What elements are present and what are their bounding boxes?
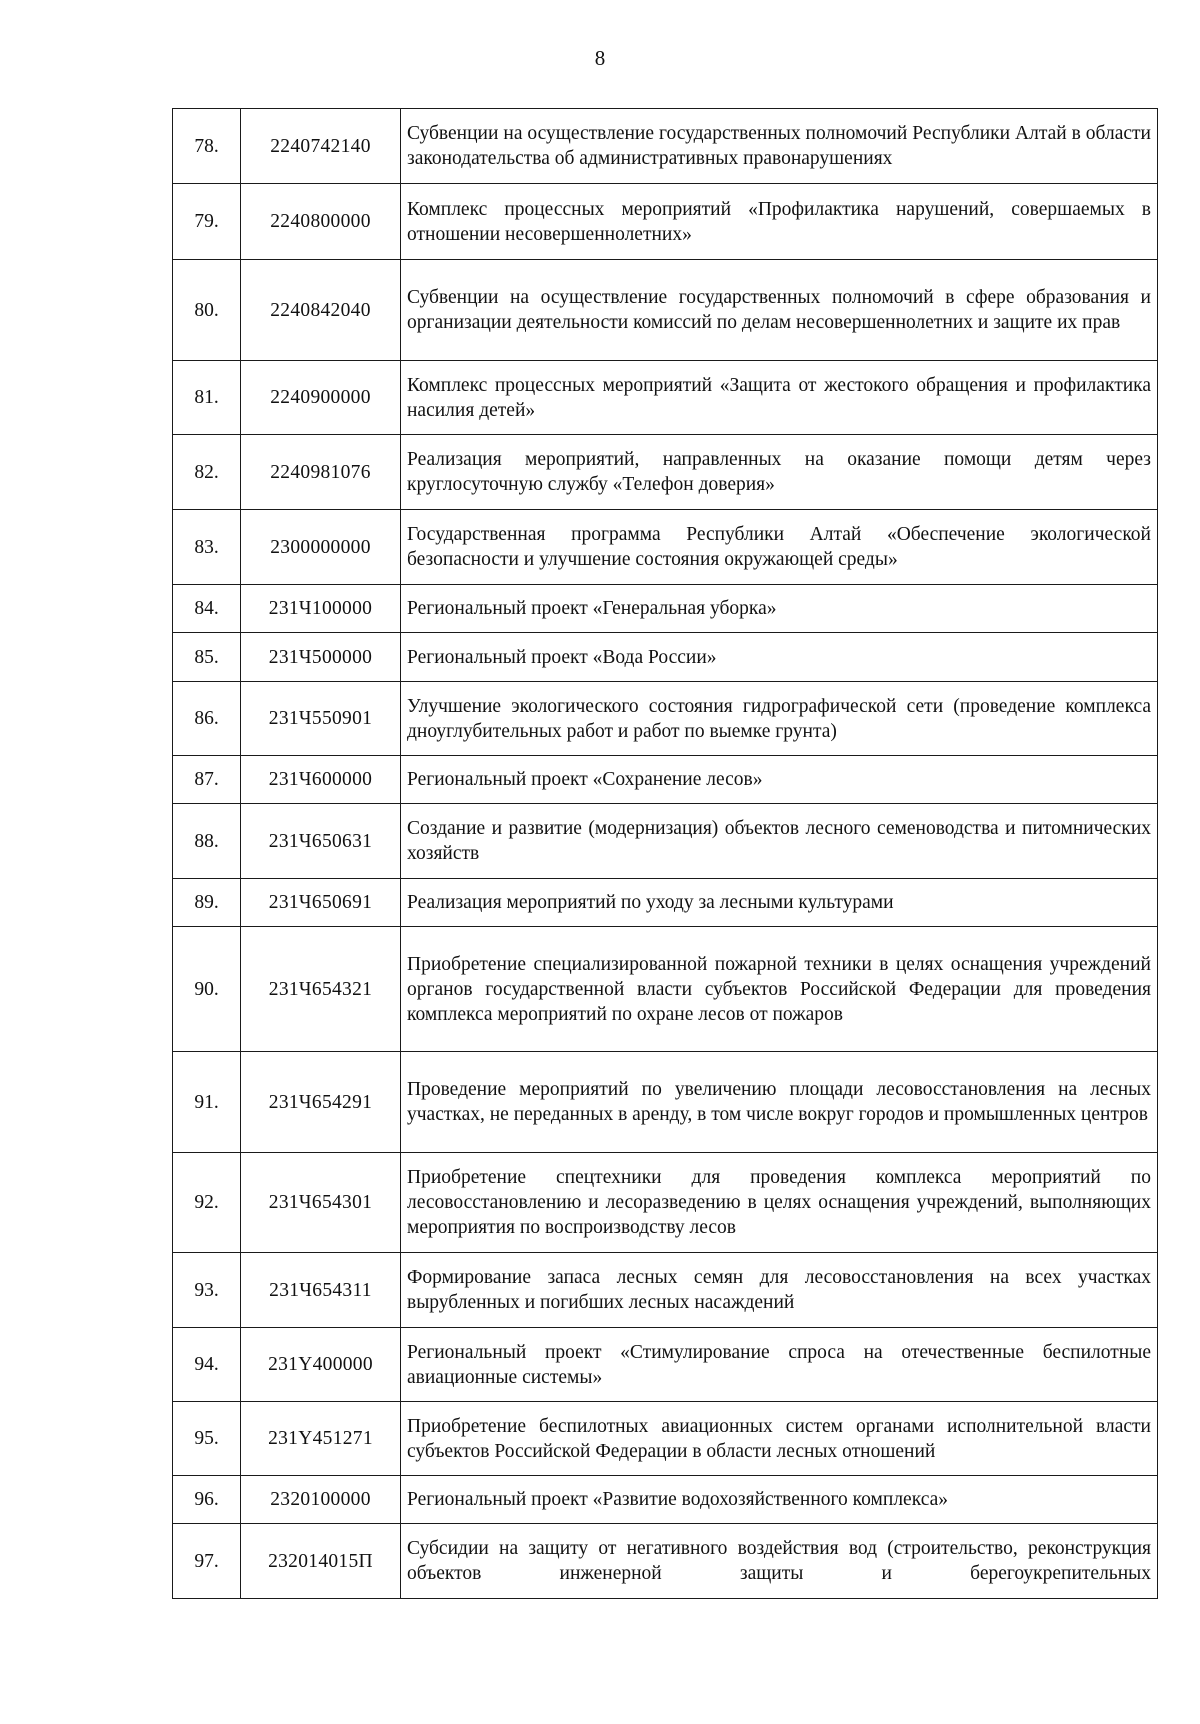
- row-number: 85.: [173, 633, 241, 682]
- row-description: Приобретение спецтехники для проведения комплекса мероприятий по лесовосстановлению и лесоразведению в целях оснащения учреждений, выполняющих мероприятия по воспроизводству лесов: [401, 1153, 1158, 1253]
- row-description: Субсидии на защиту от негативного воздействия вод (строительство, реконструкция объектов инженерной защиты и берегоукрепительных: [401, 1524, 1158, 1599]
- row-description: Региональный проект «Вода России»: [401, 633, 1158, 682]
- classification-code: 231Ч654291: [241, 1052, 401, 1153]
- row-description: Формирование запаса лесных семян для лесовосстановления на всех участках вырубленных и погибших лесных насаждений: [401, 1253, 1158, 1328]
- row-description: Комплекс процессных мероприятий «Профилактика нарушений, совершаемых в отношении несовершеннолетних»: [401, 184, 1158, 260]
- row-description: Реализация мероприятий по уходу за лесными культурами: [401, 879, 1158, 927]
- table-row: [173, 361, 1158, 435]
- row-description: Государственная программа Республики Алтай «Обеспечение экологической безопасности и улучшение состояния окружающей среды»: [401, 510, 1158, 585]
- table-row: [173, 682, 1158, 756]
- table-row: [173, 1476, 1158, 1524]
- table-row: [173, 804, 1158, 879]
- row-number: 80.: [173, 260, 241, 361]
- table-row: [173, 879, 1158, 927]
- table-row: [173, 109, 1158, 184]
- classification-code: 231Ч654311: [241, 1253, 401, 1328]
- row-number: 90.: [173, 927, 241, 1052]
- classification-code: 2320100000: [241, 1476, 401, 1524]
- classification-code: 2240842040: [241, 260, 401, 361]
- row-description: Региональный проект «Стимулирование спроса на отечественные беспилотные авиационные системы»: [401, 1328, 1158, 1402]
- table-row: [173, 927, 1158, 1052]
- row-description: Субвенции на осуществление государственных полномочий Республики Алтай в области законодательства об административных правонарушениях: [401, 109, 1158, 184]
- row-description: Улучшение экологического состояния гидрографической сети (проведение комплекса дноуглубительных работ и работ по выемке грунта): [401, 682, 1158, 756]
- table-row: [173, 1524, 1158, 1599]
- classification-code: 231Ч650631: [241, 804, 401, 879]
- table-row: [173, 1402, 1158, 1476]
- table-row: [173, 633, 1158, 682]
- classification-code: 231Ч600000: [241, 756, 401, 804]
- row-number: 92.: [173, 1153, 241, 1253]
- page-number: 8: [594, 46, 606, 70]
- budget-classification-table: [172, 108, 1158, 1599]
- row-number: 84.: [173, 585, 241, 633]
- table-row: [173, 1253, 1158, 1328]
- row-description: Субвенции на осуществление государственных полномочий в сфере образования и организации деятельности комиссий по делам несовершеннолетних и защите их прав: [401, 260, 1158, 361]
- classification-code: 231Ч654301: [241, 1153, 401, 1253]
- classification-code: 2240742140: [241, 109, 401, 184]
- row-number: 88.: [173, 804, 241, 879]
- row-number: 81.: [173, 361, 241, 435]
- classification-code: 231Ч550901: [241, 682, 401, 756]
- row-number: 78.: [173, 109, 241, 184]
- row-description: Региональный проект «Сохранение лесов»: [401, 756, 1158, 804]
- row-description: Проведение мероприятий по увеличению площади лесовосстановления на лесных участках, не переданных в аренду, в том числе вокруг городов и промышленных центров: [401, 1052, 1158, 1153]
- row-number: 89.: [173, 879, 241, 927]
- row-description: Региональный проект «Генеральная уборка»: [401, 585, 1158, 633]
- classification-code: 2240900000: [241, 361, 401, 435]
- classification-code: 231Y451271: [241, 1402, 401, 1476]
- classification-code: 231Y400000: [241, 1328, 401, 1402]
- row-number: 86.: [173, 682, 241, 756]
- table-row: [173, 1052, 1158, 1153]
- classification-code: 2300000000: [241, 510, 401, 585]
- row-number: 94.: [173, 1328, 241, 1402]
- table-row: [173, 1328, 1158, 1402]
- table-row: [173, 585, 1158, 633]
- classification-code: 231Ч654321: [241, 927, 401, 1052]
- classification-code: 231Ч100000: [241, 585, 401, 633]
- table-row: [173, 1153, 1158, 1253]
- table-row: [173, 184, 1158, 260]
- classification-code: 232014015П: [241, 1524, 401, 1599]
- row-number: 79.: [173, 184, 241, 260]
- row-description: Приобретение беспилотных авиационных систем органами исполнительной власти субъектов Российской Федерации в области лесных отношений: [401, 1402, 1158, 1476]
- row-description: Реализация мероприятий, направленных на оказание помощи детям через круглосуточную службу «Телефон доверия»: [401, 435, 1158, 510]
- table-row: [173, 756, 1158, 804]
- row-description: Комплекс процессных мероприятий «Защита от жестокого обращения и профилактика насилия детей»: [401, 361, 1158, 435]
- table-row: [173, 435, 1158, 510]
- table-row: [173, 510, 1158, 585]
- row-description: Приобретение специализированной пожарной техники в целях оснащения учреждений органов государственной власти субъектов Российской Федерации для проведения комплекса мероприятий по охране лесов от пожаров: [401, 927, 1158, 1052]
- row-description: Создание и развитие (модернизация) объектов лесного семеноводства и питомнических хозяйств: [401, 804, 1158, 879]
- row-description: Региональный проект «Развитие водохозяйственного комплекса»: [401, 1476, 1158, 1524]
- table-row: [173, 260, 1158, 361]
- classification-code: 231Ч650691: [241, 879, 401, 927]
- row-number: 91.: [173, 1052, 241, 1153]
- row-number: 96.: [173, 1476, 241, 1524]
- row-number: 97.: [173, 1524, 241, 1599]
- row-number: 82.: [173, 435, 241, 510]
- classification-code: 2240800000: [241, 184, 401, 260]
- row-number: 93.: [173, 1253, 241, 1328]
- row-number: 95.: [173, 1402, 241, 1476]
- row-number: 83.: [173, 510, 241, 585]
- classification-code: 231Ч500000: [241, 633, 401, 682]
- row-number: 87.: [173, 756, 241, 804]
- classification-code: 2240981076: [241, 435, 401, 510]
